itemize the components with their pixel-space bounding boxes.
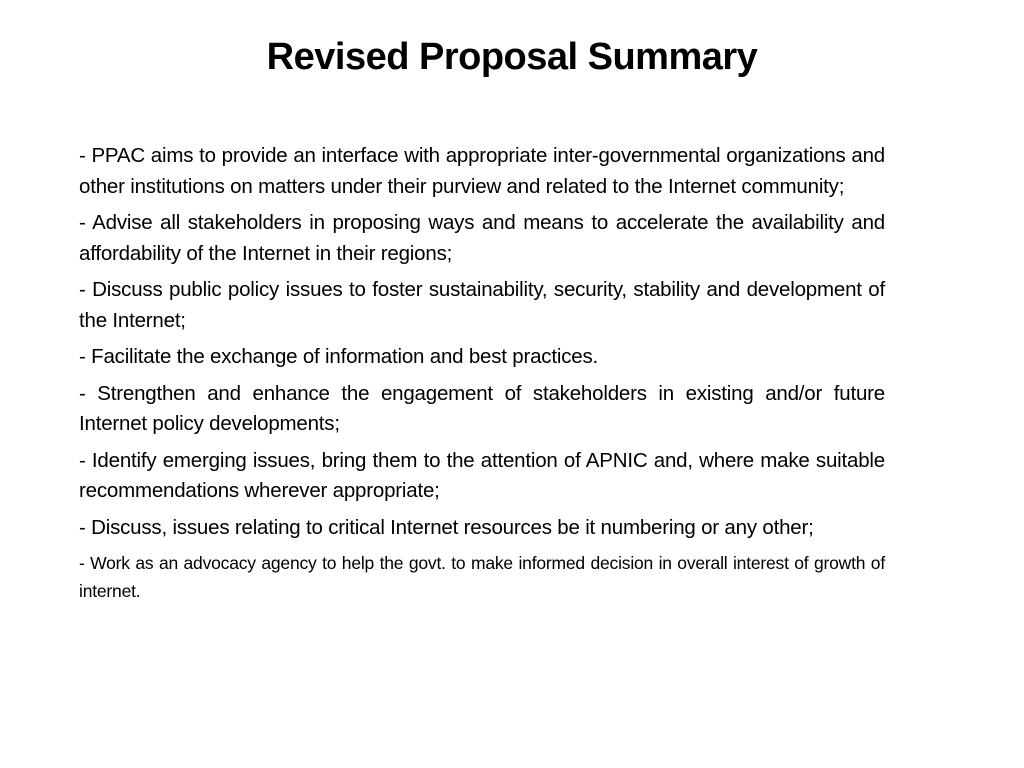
bullet-item: - PPAC aims to provide an interface with appropriate inter-governmental organizations and other institutions on matters under their purview and related to the Internet community; (79, 144, 885, 198)
bullet-item: - Discuss public policy issues to foster sustainability, security, stability and development of the Internet; (79, 278, 885, 332)
bullet-list (79, 141, 885, 611)
bullet-item: - Strengthen and enhance the engagement of stakeholders in existing and/or future Internet policy developments; (79, 381, 885, 435)
bullet-item: - Identify emerging issues, bring them to the attention of APNIC and, where make suitable recommendations wherever appropriate; (79, 448, 885, 502)
bullet-item: - Discuss, issues relating to critical Internet resources be it numbering or any other; (79, 515, 814, 539)
slide-title: Revised Proposal Summary (266, 36, 758, 78)
bullet-item: - Facilitate the exchange of information and best practices. (79, 345, 599, 368)
bullet-item: - Work as an advocacy agency to help the govt. to make informed decision in overall interest of growth of internet. (79, 553, 885, 601)
bullet-item: - Advise all stakeholders in proposing ways and means to accelerate the availability and affordability of the Internet in their regions; (79, 211, 885, 265)
